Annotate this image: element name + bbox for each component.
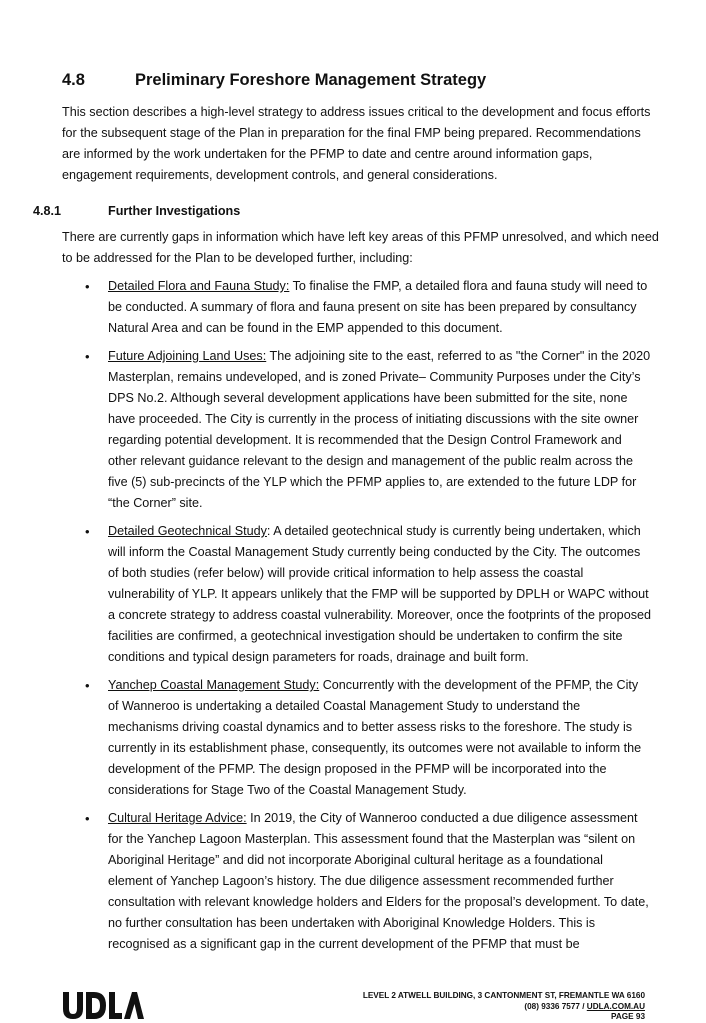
list-item xyxy=(85,346,651,514)
item-lead: Future Adjoining Land Uses: xyxy=(108,349,267,363)
footer-website-link[interactable]: UDLA.COM.AU xyxy=(586,1001,645,1011)
page-footer xyxy=(363,991,645,1023)
bullet-icon: • xyxy=(85,279,90,294)
item-text: Concurrently with the development of the PFMP, the City of Wanneroo is undertaking a detailed Coastal Management Study to understand the mechanisms driving coastal dynamics and to better assess risks to the foreshore. The study is currently in its establishment phase, consequently, its outcomes were not available to inform the development of the PFMP. The design proposed in the PFMP will be incorporated into the considerations for Stage Two of the Coastal Management Study. xyxy=(108,678,642,797)
item-lead: Yanchep Coastal Management Study: xyxy=(108,678,320,692)
subsection-heading xyxy=(33,204,240,218)
bullet-icon: • xyxy=(85,524,90,539)
investigations-list xyxy=(85,276,651,962)
section-heading xyxy=(62,71,486,90)
footer-contact xyxy=(363,1002,645,1013)
udla-logo xyxy=(62,990,144,1020)
list-item xyxy=(85,808,651,955)
list-item xyxy=(85,675,651,801)
item-text: To finalise the FMP, a detailed flora and fauna study will need to be conducted. A summary of flora and fauna present on site has been prepared by consultancy Natural Area and can be found in the EMP appended to this document. xyxy=(108,279,648,335)
item-lead: Detailed Geotechnical Study xyxy=(108,524,267,538)
bullet-icon: • xyxy=(85,678,90,693)
section-intro: This section describes a high-level strategy to address issues critical to the development and focus efforts for the subsequent stage of the Plan in preparation for the final FMP being prepared. Recommendations are informed by the work undertaken for the PFMP to date and centre around information gaps, engagement requirements, development controls, and general considerations. xyxy=(62,105,651,182)
list-item xyxy=(85,276,651,339)
bullet-icon: • xyxy=(85,811,90,826)
item-lead: Cultural Heritage Advice: xyxy=(108,811,247,825)
section-number: 4.8 xyxy=(62,71,85,89)
item-text: In 2019, the City of Wanneroo conducted a due diligence assessment for the Yanchep Lagoon Masterplan. This assessment found that the Masterplan was “silent on Aboriginal Heritage” and did not incorporate Aboriginal cultural heritage as a foundational element of Yanchep Lagoon’s history. The due diligence assessment recommended further consultation with relevant knowledge holders and Elders for the proposal’s development. To date, no further consultation has been undertaken with Aboriginal Knowledge Holders. This is recognised as a significant gap in the current development of the PFMP that must be xyxy=(108,811,649,951)
item-lead: Detailed Flora and Fauna Study: xyxy=(108,279,290,293)
list-item xyxy=(85,521,651,668)
footer-phone: (08) 9336 7577 xyxy=(524,1001,580,1011)
footer-address: LEVEL 2 ATWELL BUILDING, 3 CANTONMENT ST, FREMANTLE WA 6160 xyxy=(362,991,645,1000)
footer-separator: / xyxy=(582,1001,585,1011)
subsection-intro: There are currently gaps in information which have left key areas of this PFMP unresolved, and which need to be addressed for the Plan to be developed further, including: xyxy=(62,230,659,265)
item-text: : A detailed geotechnical study is currently being undertaken, which will inform the Coastal Management Study currently being conducted by the City. The outcomes of both studies (refer below) will provide critical information to help assess the coastal vulnerability of YLP. It appears unlikely that the FMP will be supported by DPLH or WAPC without a concrete strategy to address coastal vulnerability. Moreover, once the footprints of the proposed facilities are confirmed, a geotechnical investigation should be undertaken to confirm the site conditions and typical design parameters for roads, drainage and built form. xyxy=(108,524,652,664)
page-number: PAGE 93 xyxy=(611,1012,645,1021)
section-title: Preliminary Foreshore Management Strategy xyxy=(135,71,487,89)
subsection-number: 4.8.1 xyxy=(33,204,62,218)
bullet-icon: • xyxy=(85,349,90,364)
item-text: The adjoining site to the east, referred to as "the Corner" in the 2020 Masterplan, remains undeveloped, and is zoned Private– Community Purposes under the City’s DPS No.2. Although several development applications have been submitted for the site, none have proceeded. The City is currently in the process of initiating discussions with the site owner regarding potential development. It is recommended that the Design Control Framework and other relevant guidance relevant to the design and management of the public realm across the five (5) sub-precincts of the YLP which the PFMP applies to, are extended to the future LDP for “the Corner” site. xyxy=(108,349,651,510)
subsection-title: Further Investigations xyxy=(108,204,241,218)
